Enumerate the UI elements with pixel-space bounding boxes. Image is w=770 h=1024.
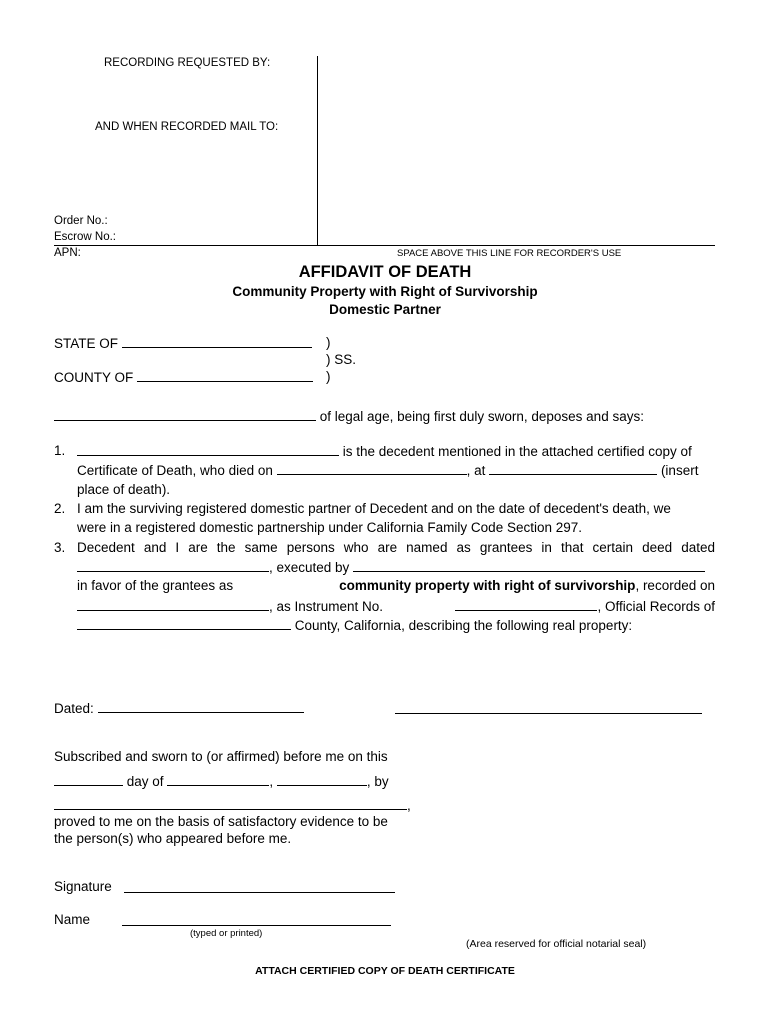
order-no-label: Order No.: <box>54 215 108 227</box>
proved-text-2: the person(s) who appeared before me. <box>54 831 292 846</box>
item-1-line-a <box>77 443 715 459</box>
recorder-divider-vertical <box>317 56 318 246</box>
item-3-line-d <box>77 598 715 614</box>
county-records-field[interactable] <box>77 617 291 630</box>
county-field[interactable] <box>137 369 313 382</box>
item-1-text-c: place of death). <box>77 482 171 497</box>
proved-text-1: proved to me on the basis of satisfactory evidence to be <box>54 814 388 829</box>
name-label: Name <box>54 912 91 927</box>
paren-1: ) <box>326 335 331 350</box>
day-of-label: day of <box>126 774 164 789</box>
year-field[interactable] <box>277 773 367 786</box>
item-1-line-b <box>77 462 715 478</box>
item-2-text-a: I am the surviving registered domestic partner of Decedent and on the date of decedent's death, we <box>77 501 671 516</box>
item-3-text-c2-bold: community property with right of survivorship <box>339 578 636 593</box>
recording-requested-label: RECORDING REQUESTED BY: <box>104 57 271 69</box>
dated-label: Dated: <box>54 701 94 716</box>
item-3-line-c <box>77 578 715 593</box>
item-3-text-c3: , recorded on <box>635 578 715 593</box>
month-field[interactable] <box>167 773 269 786</box>
item-3-text-d1: , as Instrument No. <box>269 599 384 614</box>
deed-date-field[interactable] <box>77 559 269 572</box>
instrument-no-field[interactable] <box>455 598 597 611</box>
day-field[interactable] <box>54 773 123 786</box>
state-row <box>54 335 312 351</box>
person-name-field[interactable] <box>54 797 407 810</box>
seal-note: (Area reserved for official notarial seal) <box>466 938 647 950</box>
date-of-death-field[interactable] <box>277 462 467 475</box>
item-1-text-b2: , at <box>466 463 486 478</box>
comma-1: , <box>269 774 274 789</box>
person-row <box>54 797 411 813</box>
affiant-text: of legal age, being first duly sworn, deposes and says: <box>319 409 644 424</box>
item-1-number: 1. <box>54 443 66 458</box>
item-3-line-b <box>77 559 705 575</box>
state-label: STATE OF <box>54 336 118 351</box>
place-of-death-field[interactable] <box>489 462 657 475</box>
paren-2: ) <box>326 369 331 384</box>
decedent-name-field[interactable] <box>77 443 339 456</box>
affiant-row <box>54 408 644 424</box>
item-1-text-b1: Certificate of Death, who died on <box>77 463 273 478</box>
item-3-text-c1: in favor of the grantees as <box>77 578 234 593</box>
item-3-text-b: , executed by <box>269 560 350 575</box>
document-subtitle-2: Domestic Partner <box>329 302 441 317</box>
item-2-number: 2. <box>54 501 66 516</box>
item-3-number: 3. <box>54 540 66 555</box>
item-2-text-b: were in a registered domestic partnership under California Family Code Section 297. <box>77 520 583 535</box>
document-subtitle-1: Community Property with Right of Survivorship <box>232 284 538 299</box>
escrow-no-label: Escrow No.: <box>54 231 116 243</box>
recorder-divider-horizontal <box>54 245 715 246</box>
notary-name-line[interactable] <box>122 925 391 926</box>
dated-row <box>54 700 304 716</box>
item-3-text-e: County, California, describing the following real property: <box>294 618 633 633</box>
recorded-on-field[interactable] <box>77 598 269 611</box>
affiant-name-field[interactable] <box>54 408 316 421</box>
affiant-signature-line[interactable] <box>395 713 702 714</box>
item-3-text-a: Decedent and I are the same persons who are named as grantees in that certain deed dated <box>77 540 715 555</box>
item-3-text-d2: , Official Records of <box>597 599 715 614</box>
signature-label: Signature <box>54 879 112 894</box>
document-title: AFFIDAVIT OF DEATH <box>298 263 472 281</box>
comma-2: , <box>407 798 411 813</box>
recorder-space-note: SPACE ABOVE THIS LINE FOR RECORDER'S USE <box>397 248 622 259</box>
item-1-text-a: is the decedent mentioned in the attached certified copy of <box>342 444 692 459</box>
notary-signature-line[interactable] <box>124 892 395 893</box>
item-1-text-b3: (insert <box>660 463 699 478</box>
mail-to-label: AND WHEN RECORDED MAIL TO: <box>95 121 279 133</box>
attach-notice: ATTACH CERTIFIED COPY OF DEATH CERTIFICATE <box>255 965 515 977</box>
sworn-text: Subscribed and sworn to (or affirmed) before me on this <box>54 749 388 764</box>
county-label: COUNTY OF <box>54 370 134 385</box>
day-of-row <box>54 773 389 789</box>
dated-field[interactable] <box>98 700 304 713</box>
apn-label: APN: <box>54 247 81 259</box>
county-row <box>54 369 313 385</box>
state-field[interactable] <box>122 335 312 348</box>
ss-label: ) SS. <box>326 352 357 367</box>
typed-note: (typed or printed) <box>190 928 263 939</box>
executed-by-field[interactable] <box>353 559 705 572</box>
item-3-line-e <box>77 617 632 633</box>
by-label: , by <box>366 774 389 789</box>
